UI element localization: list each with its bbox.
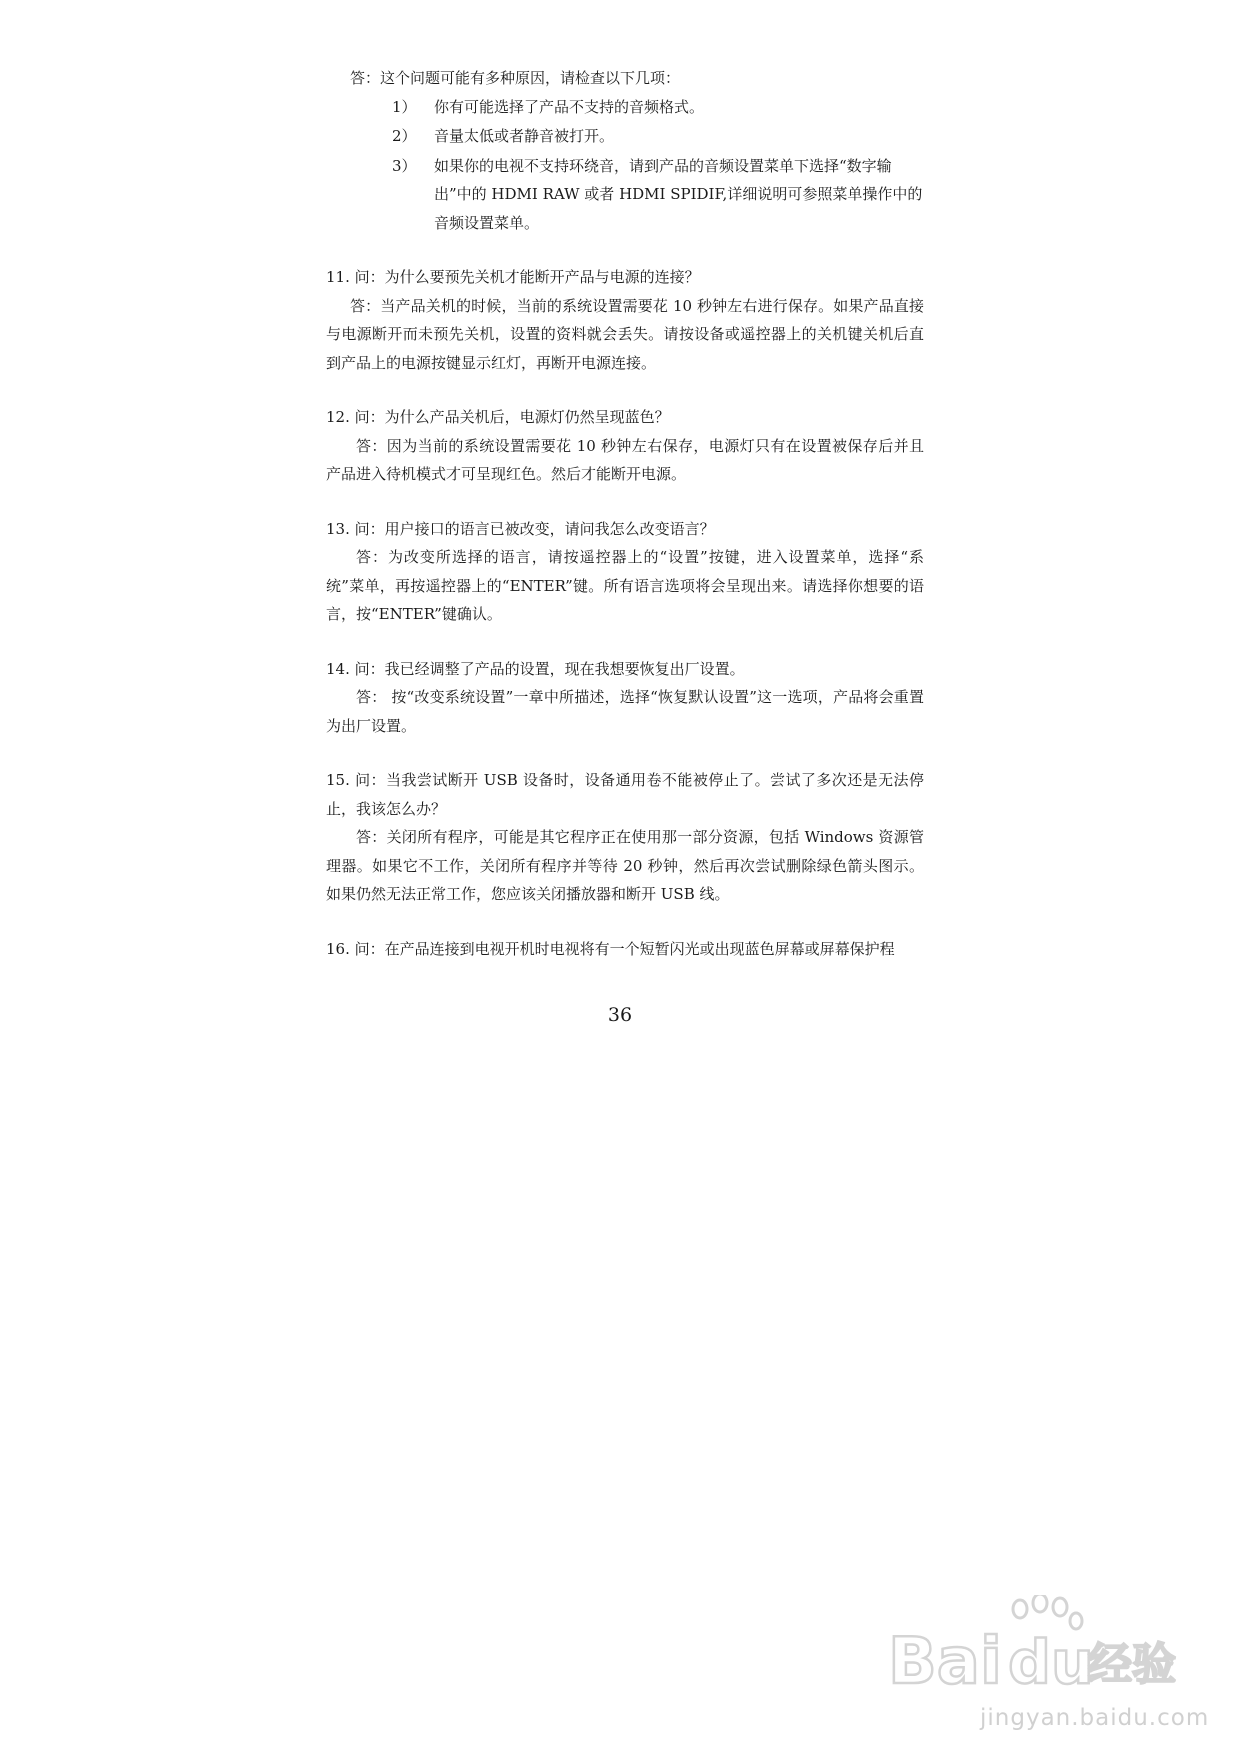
list-item-text: 音量太低或者静音被打开。 [434, 127, 615, 145]
baidu-jingyan-watermark [880, 1595, 1210, 1745]
faq-item-11 [326, 263, 924, 377]
list-item [326, 152, 924, 238]
list-item-text: 如果你的电视不支持环绕音，请到产品的音频设置菜单下选择“数字输出”中的 HDMI RAW 或者 HDMI SPIDIF,详细说明可参照菜单操作中的音频设置菜单。 [434, 156, 923, 232]
answer-11: 答：当产品关机的时候，当前的系统设置需要花 10 秒钟左右进行保存。如果产品直接与电源断开而未预先关机，设置的资料就会丢失。请按设备或遥控器上的关机键关机后直到产品上的电源按键显示红灯，再断开电源连接。 [326, 296, 924, 372]
question-16: 16. 问：在产品连接到电视开机时电视将有一个短暂闪光或出现蓝色屏幕或屏幕保护程 [326, 939, 895, 958]
watermark-logo-du: du [1008, 1628, 1094, 1698]
faq-item-16 [326, 935, 924, 964]
list-item [326, 93, 924, 122]
watermark-url: jingyan.baidu.com [980, 1705, 1210, 1731]
answer-10-intro: 答：这个问题可能有多种原因，请检查以下几项： [350, 69, 681, 87]
page-number: 36 [607, 1004, 633, 1026]
list-item-number: 3） [392, 156, 417, 175]
faq-content [326, 64, 924, 963]
question-13: 13. 问：用户接口的语言已被改变，请问我怎么改变语言？ [326, 519, 715, 538]
watermark-logo-bai: Bai [888, 1625, 1002, 1699]
faq-item-12 [326, 403, 924, 489]
question-12: 12. 问：为什么产品关机后，电源灯仍然呈现蓝色？ [326, 408, 670, 426]
question-11: 11. 问：为什么要预先关机才能断开产品与电源的连接？ [326, 268, 700, 286]
question-15: 15. 问：当我尝试断开 USB 设备时，设备通用卷不能被停止了。尝试了多次还是无法停止，我该怎么办？ [326, 771, 924, 818]
list-item-number: 2） [392, 127, 417, 145]
answer-13: 答：为改变所选择的语言，请按遥控器上的“设置”按键，进入设置菜单，选择“系统”菜单，再按遥控器上的“ENTER”键。所有语言选项将会呈现出来。请选择你想要的语言，按“ENTER”键确认。 [326, 548, 924, 623]
answer-12: 答：因为当前的系统设置需要花 10 秒钟左右保存，电源灯只有在设置被保存后并且产品进入待机模式才可呈现红色。然后才能断开电源。 [326, 436, 924, 483]
baidu-logo-icon [880, 1595, 1180, 1705]
question-14: 14. 问：我已经调整了产品的设置，现在我想要恢复出厂设置。 [326, 659, 745, 678]
answer-15: 答：关闭所有程序，可能是其它程序正在使用那一部分资源，包括 Windows 资源管理器。如果它不工作，关闭所有程序并等待 20 秒钟，然后再次尝试删除绿色箭头图示。如果仍然无法正常工作，您应该关闭播放器和断开 USB 线。 [326, 828, 924, 903]
list-item-text: 你有可能选择了产品不支持的音频格式。 [434, 97, 705, 116]
faq-item-14 [326, 655, 924, 741]
list-item [326, 122, 924, 151]
answer-10-list [326, 93, 924, 238]
faq-item-13 [326, 515, 924, 629]
faq-item-15 [326, 766, 924, 909]
answer-14: 答： 按“改变系统设置”一章中所描述，选择“恢复默认设置”这一选项，产品将会重置为出厂设置。 [326, 688, 924, 735]
list-item-number: 1） [392, 97, 417, 116]
watermark-logo-cn: 经验 [1088, 1639, 1176, 1690]
